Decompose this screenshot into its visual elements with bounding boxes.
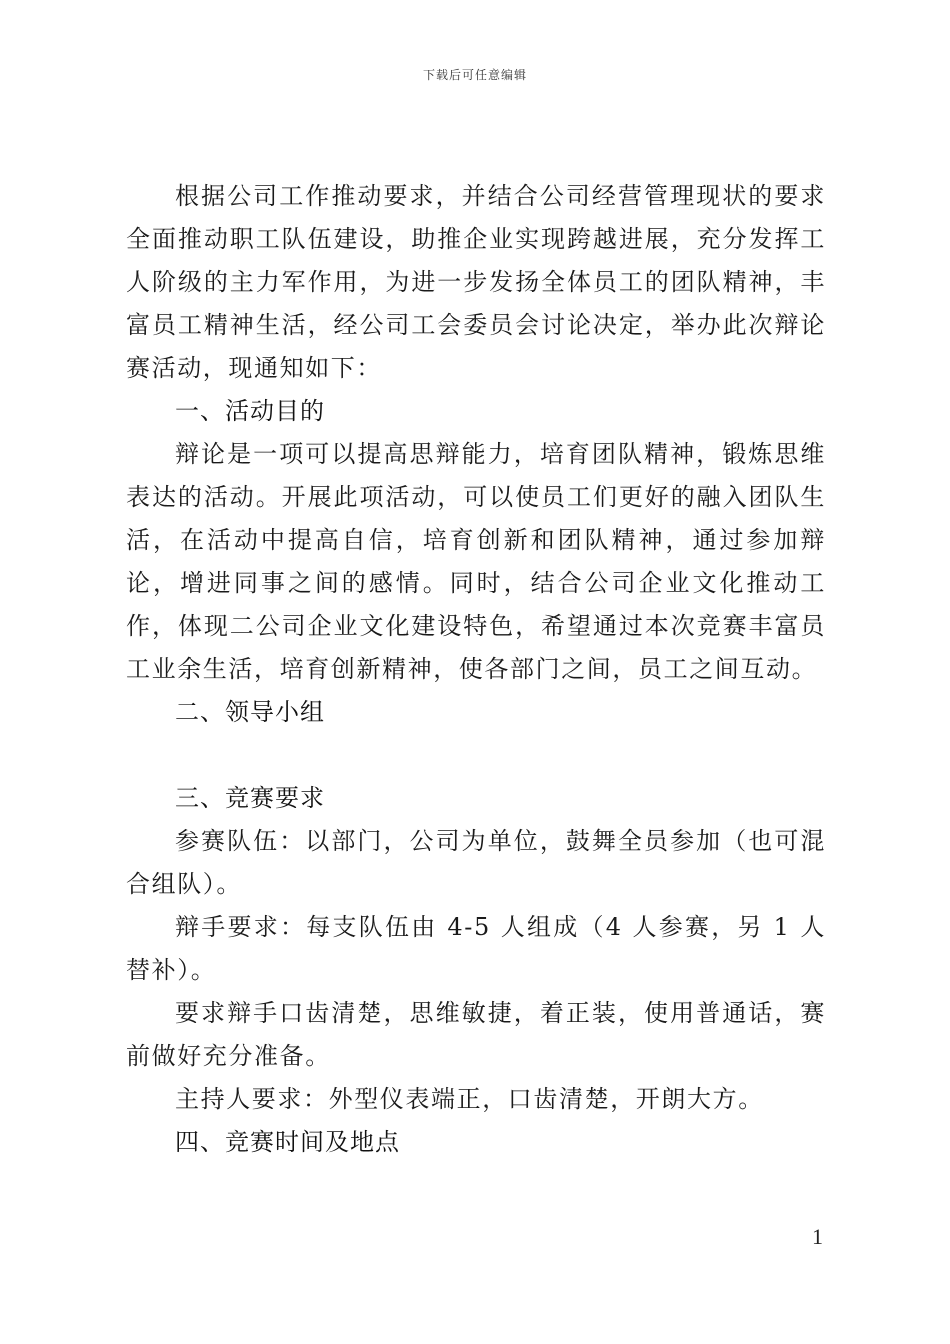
document-body xyxy=(126,175,826,1164)
activity-purpose-paragraph: 辩论是一项可以提高思辩能力，培育团队精神，锻炼思维表达的活动。开展此项活动，可以使员工们更好的融入团队生活，在活动中提高自信，培育创新和团队精神，通过参加辩论，增进同事之间的感情。同时，结合公司企业文化推动工作，体现二公司企业文化建设特色，希望通过本次竞赛丰富员工业余生活，培育创新精神，使各部门之间，员工之间互动。 xyxy=(126,440,826,683)
debater-requirements-paragraph: 辩手要求：每支队伍由 4-5 人组成（4 人参赛，另 1 人替补）。 xyxy=(126,913,826,984)
section-heading-time-and-venue: 四、竞赛时间及地点 xyxy=(175,1128,400,1156)
section-heading-competition-requirements: 三、竞赛要求 xyxy=(175,784,325,812)
section-heading-activity-purpose: 一、活动目的 xyxy=(175,397,325,425)
page-number: 1 xyxy=(812,1224,823,1249)
team-requirements-paragraph: 参赛队伍：以部门，公司为单位，鼓舞全员参加（也可混合组队）。 xyxy=(126,827,826,898)
section-heading-leadership-group: 二、领导小组 xyxy=(175,698,325,726)
debater-conduct-paragraph: 要求辩手口齿清楚，思维敏捷，着正装，使用普通话，赛前做好充分准备。 xyxy=(126,999,826,1070)
blank-line xyxy=(126,734,826,777)
host-requirements-paragraph: 主持人要求：外型仪表端正，口齿清楚，开朗大方。 xyxy=(175,1085,764,1113)
page-header: 下载后可任意编辑 xyxy=(422,68,527,82)
intro-paragraph: 根据公司工作推动要求，并结合公司经营管理现状的要求全面推动职工队伍建设，助推企业实现跨越进展，充分发挥工人阶级的主力军作用，为进一步发扬全体员工的团队精神，丰富员工精神生活，经公司工会委员会讨论决定，举办此次辩论赛活动，现通知如下： xyxy=(126,182,826,382)
